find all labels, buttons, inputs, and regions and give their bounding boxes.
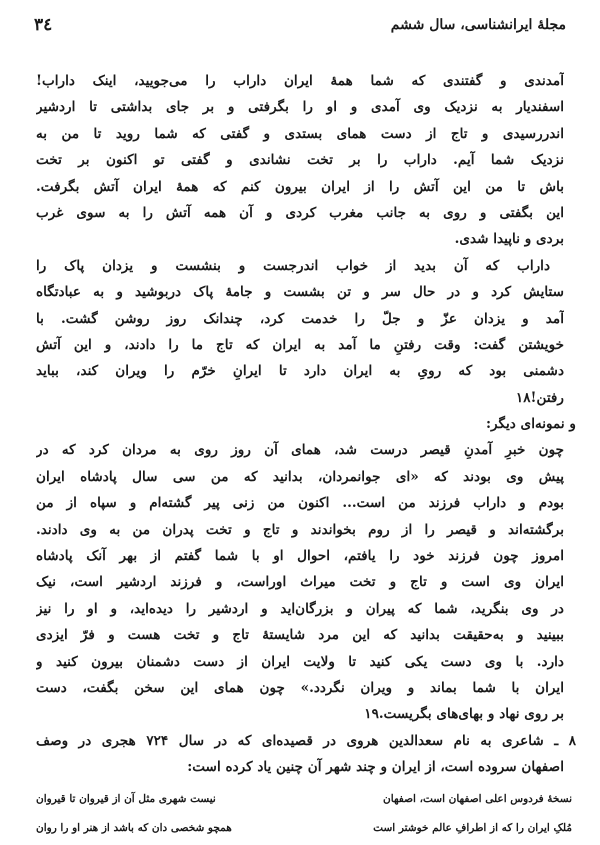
body-line: دارد. با وی دست یکی کنید تا ولایت ایران از دست دشمنان بیرون کنید و — [36, 653, 564, 670]
verse-hemistich-right: نسخهٔ فردوس اعلی اصفهان است، اصفهان — [383, 793, 572, 805]
body-line: برگشته‌اند و قیصر را از روم بخواندند و تاج و تخت پدران من به وی دادند. — [36, 521, 564, 538]
body-line: ایران با شما بماند و ویران نگردد.» چون همای این سخن بگفت، دست — [36, 679, 564, 696]
body-line: ایران وی است و تاج و تخت میراث اوراست، و فرزند اردشیر است، نیک — [36, 574, 564, 591]
page-number: ٣٤ — [34, 15, 53, 35]
body-line: دشمنی بود که رویِ به ایران دارد تا ایرانِ خرّم را ویران کند، بباید — [36, 363, 564, 380]
body-line: امروز چون فرزند خود را یافتم، احوال او با شما گفتم از بهر آنک پادشاه — [36, 548, 564, 565]
body-line: بردی و ناپیدا شدی. — [454, 231, 564, 248]
body-line: آمدندی و گفتندی که شما همهٔ ایران داراب را می‌جویید، اینک داراب! — [36, 73, 564, 89]
section-intro: و نمونه‌ای دیگر: — [485, 416, 576, 433]
verse-hemistich-left: همچو شخصی دان که باشد از هنر او را روان — [36, 822, 232, 834]
body-line: در وی بنگرید، شما که پیران و بزرگان‌اید و اردشیر را دیده‌اید، و او را نیز — [36, 600, 564, 617]
body-line: بر روی نهاد و بهای‌های بگریست.۱۹ — [364, 706, 564, 723]
body-line: باش تا من این آتش را از ایران بیرون کنم که همهٔ ایران آتش بگرفت. — [36, 178, 564, 195]
body-line: پیش وی بودند که «ای جوانمردان، بدانید که من سی سال پادشاه ایران — [36, 468, 564, 485]
verse-hemistich-left: نیست شهری مثل آن از قیروان تا قیروان — [36, 793, 216, 805]
body-line: اصفهان سروده است، از ایران و چند شهر آن چنین یاد کرده است: — [187, 759, 564, 776]
verse-line — [36, 822, 572, 834]
body-line: رفتن!۱۸ — [515, 389, 564, 406]
body-line: اسفندیار به نزدیک وی آمدی و او را بگرفتی و بر جای بداشتی تا اردشیر — [36, 99, 564, 116]
body-line: بودم و داراب فرزند من است... اکنون من زنی پیر گشته‌ام و سپاه از من — [36, 495, 564, 512]
body-line: خویشتن گفت: وقت رفتنِ ما آمد به ایران که تاج ما را دادند، و این آتش — [36, 336, 564, 353]
body-line: ببینید و به‌حقیقت بدانید که این مرد شایستهٔ تاج و تخت هست و فرّ ایزدی — [36, 627, 564, 644]
body-line: اندررسیدی و تاج از دست همای بستدی و گفتی که شما روید تا من به — [36, 125, 564, 142]
body-line: این بگفتی و روی به جانب مغرب کردی و آن همه آتش را به سوی غرب — [36, 204, 564, 221]
running-head: مجلهٔ ایرانشناسی، سال ششم — [390, 17, 566, 33]
body-line: چون خبرِ آمدنِ قیصر درست شد، همای آن روز روی به مردان کرد که در — [36, 442, 564, 459]
body-line: ستایش کرد و در حال سر و تن بشست و جامهٔ پاک دربوشید و به عبادتگاه — [36, 284, 564, 301]
verse-hemistich-right: مُلکِ ایران را که از اطرافِ عالم خوشتر است — [373, 822, 572, 834]
numbered-item-8: ۸ ـ شاعری به نام سعدالدین هروی در قصیده‌ای که در سال ۷۲۴ هجری در وصف — [36, 732, 576, 749]
body-text — [36, 68, 576, 781]
body-line: آمد و یزدان عزّ و جلّ را خدمت کرد، چندانک روز روشن گشت. با — [36, 310, 564, 327]
page-header — [34, 10, 566, 40]
body-line: داراب که آن بدید از خواب اندرجست و بنشست و یزدان پاک را — [36, 257, 550, 274]
body-line: نزدیک شما آیم. داراب را بر تخت نشاندی و گفتی تو اکنون بر تخت — [36, 152, 564, 169]
verse-line — [36, 793, 572, 805]
